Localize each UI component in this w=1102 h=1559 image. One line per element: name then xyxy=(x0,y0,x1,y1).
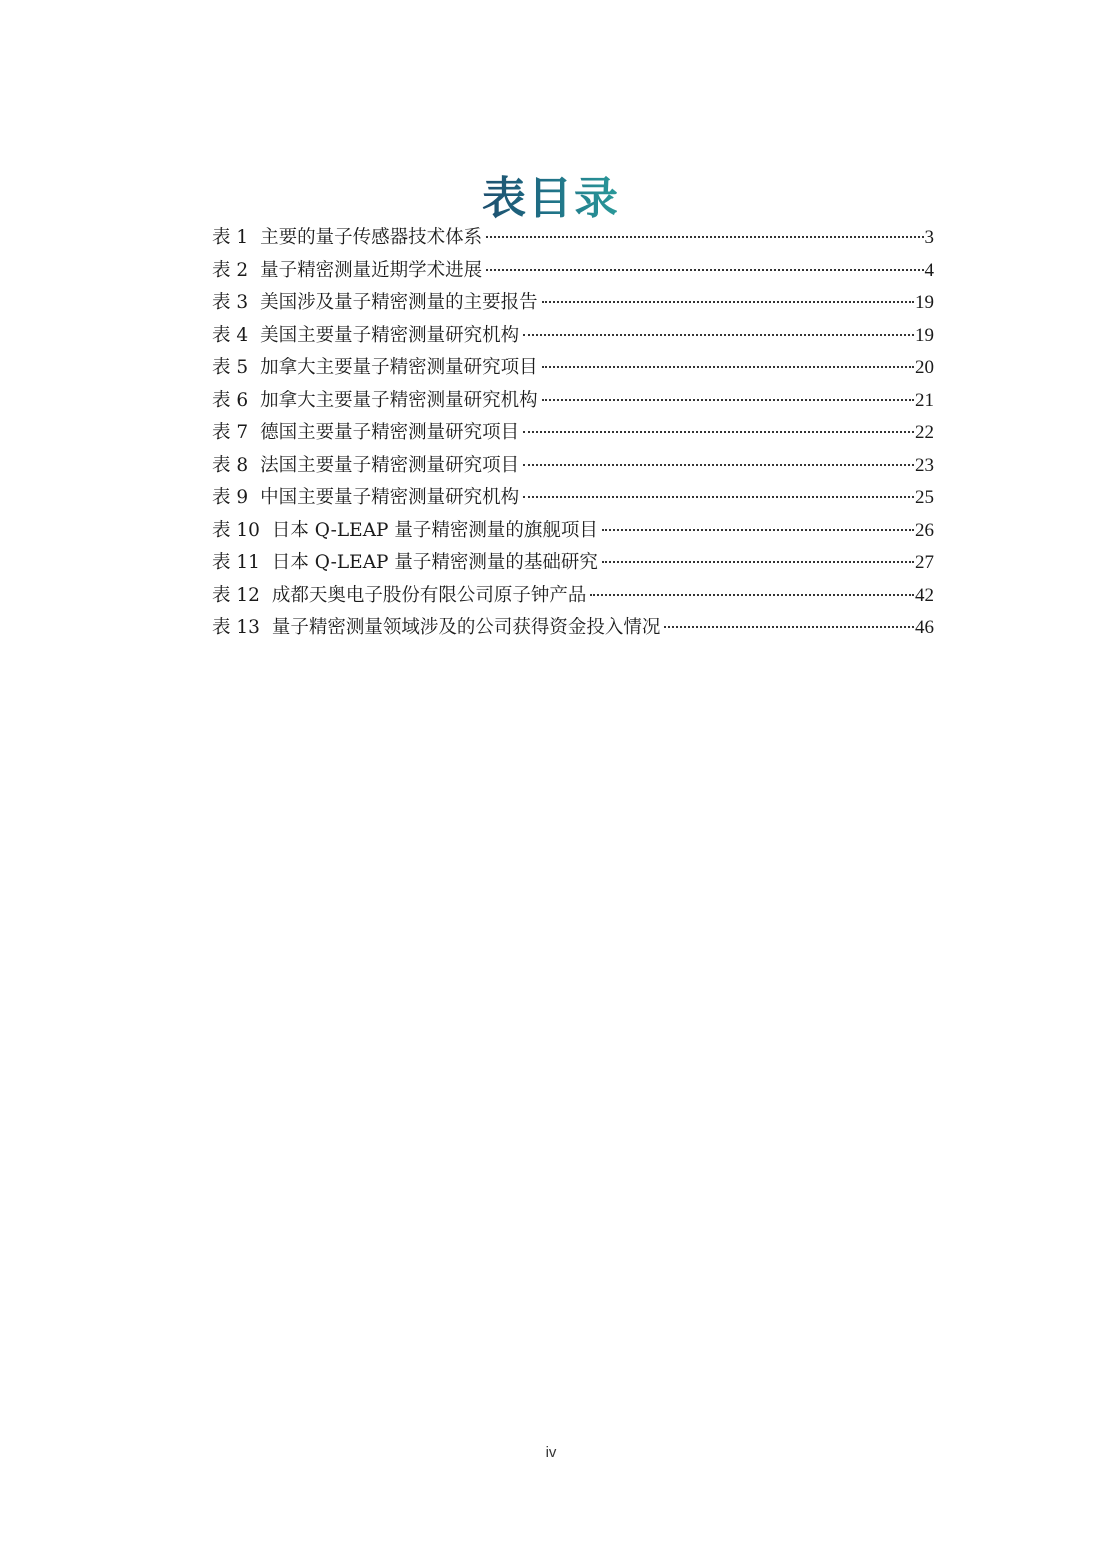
toc-entry-label xyxy=(212,482,519,515)
toc-dot-leader xyxy=(523,431,914,433)
toc-entry-number: 表 10 xyxy=(212,519,260,541)
toc-dot-leader xyxy=(542,399,914,401)
toc-entry-number: 表 13 xyxy=(212,617,260,638)
toc-entry-label xyxy=(212,352,538,385)
toc-entry-title: 美国主要量子精密测量研究机构 xyxy=(260,324,520,346)
toc-entry[interactable] xyxy=(212,417,934,450)
toc-entry-label xyxy=(212,287,538,320)
toc-entry-number: 表 12 xyxy=(212,584,260,606)
toc-entry-number: 表 2 xyxy=(212,259,249,281)
toc-entry-title: 德国主要量子精密测量研究项目 xyxy=(260,422,520,443)
toc-entry[interactable] xyxy=(212,612,934,645)
toc-entry-title: 加拿大主要量子精密测量研究机构 xyxy=(260,389,538,411)
toc-entry-page: 27 xyxy=(915,552,934,573)
toc-entry-number: 表 6 xyxy=(212,389,249,411)
toc-entry-title: 日本 Q-LEAP 量子精密测量的旗舰项目 xyxy=(271,519,598,541)
toc-entry-number: 表 11 xyxy=(212,552,260,573)
toc-dot-leader xyxy=(486,269,923,271)
toc-entry-label xyxy=(212,385,538,418)
toc-entry-page: 25 xyxy=(915,487,934,508)
toc-entry[interactable] xyxy=(212,580,934,613)
page-title-text: 表目录 xyxy=(482,173,620,225)
toc-dot-leader xyxy=(486,236,923,238)
toc-entry-page: 21 xyxy=(915,389,934,411)
toc-entry-title: 成都天奥电子股份有限公司原子钟产品 xyxy=(271,584,587,606)
toc-entry-number: 表 8 xyxy=(212,454,249,476)
toc-entry-number: 表 3 xyxy=(212,292,249,313)
page-number: iv xyxy=(545,1444,557,1461)
toc-entry-page: 4 xyxy=(924,259,934,281)
toc-entry[interactable] xyxy=(212,450,934,483)
toc-entry-page: 19 xyxy=(915,292,934,313)
table-of-tables xyxy=(212,222,934,645)
toc-entry-label xyxy=(212,222,482,255)
toc-entry-page: 46 xyxy=(915,617,934,638)
toc-entry-title: 中国主要量子精密测量研究机构 xyxy=(260,487,520,508)
toc-entry-page: 19 xyxy=(915,324,934,346)
toc-dot-leader xyxy=(542,366,914,368)
toc-entry-number: 表 5 xyxy=(212,357,249,378)
toc-entry-title: 加拿大主要量子精密测量研究项目 xyxy=(260,357,538,378)
toc-entry-number: 表 7 xyxy=(212,422,249,443)
toc-dot-leader xyxy=(542,301,914,303)
toc-entry-label xyxy=(212,580,586,613)
toc-entry[interactable] xyxy=(212,287,934,320)
toc-entry-title: 主要的量子传感器技术体系 xyxy=(260,227,483,248)
toc-entry-page: 26 xyxy=(915,519,934,541)
toc-entry-page: 22 xyxy=(915,422,934,443)
toc-entry-title: 量子精密测量近期学术进展 xyxy=(260,259,483,281)
toc-entry-page: 42 xyxy=(915,584,934,606)
toc-entry-title: 量子精密测量领域涉及的公司获得资金投入情况 xyxy=(271,617,661,638)
toc-dot-leader xyxy=(590,594,914,596)
toc-entry-label xyxy=(212,320,519,353)
toc-entry-number: 表 1 xyxy=(212,227,249,248)
toc-entry-page: 23 xyxy=(915,454,934,476)
toc-entry-title: 法国主要量子精密测量研究项目 xyxy=(260,454,520,476)
toc-dot-leader xyxy=(523,334,914,336)
toc-entry[interactable] xyxy=(212,482,934,515)
toc-dot-leader xyxy=(523,496,914,498)
toc-entry-label xyxy=(212,547,598,580)
toc-entry-title: 美国涉及量子精密测量的主要报告 xyxy=(260,292,538,313)
toc-entry-label xyxy=(212,450,519,483)
toc-entry[interactable] xyxy=(212,222,934,255)
toc-entry[interactable] xyxy=(212,515,934,548)
toc-entry[interactable] xyxy=(212,385,934,418)
toc-entry[interactable] xyxy=(212,320,934,353)
toc-entry[interactable] xyxy=(212,255,934,288)
toc-entry-page: 3 xyxy=(924,227,934,248)
toc-entry-label xyxy=(212,255,482,288)
toc-entry-number: 表 4 xyxy=(212,324,249,346)
toc-dot-leader xyxy=(523,464,914,466)
toc-entry-title: 日本 Q-LEAP 量子精密测量的基础研究 xyxy=(271,552,598,573)
toc-dot-leader xyxy=(602,529,914,531)
toc-entry-number: 表 9 xyxy=(212,487,249,508)
toc-entry[interactable] xyxy=(212,547,934,580)
toc-entry-page: 20 xyxy=(915,357,934,378)
toc-entry-label xyxy=(212,417,519,450)
toc-entry[interactable] xyxy=(212,352,934,385)
toc-entry-label xyxy=(212,612,660,645)
toc-entry-label xyxy=(212,515,598,548)
toc-dot-leader xyxy=(602,561,914,563)
toc-dot-leader xyxy=(664,626,914,628)
